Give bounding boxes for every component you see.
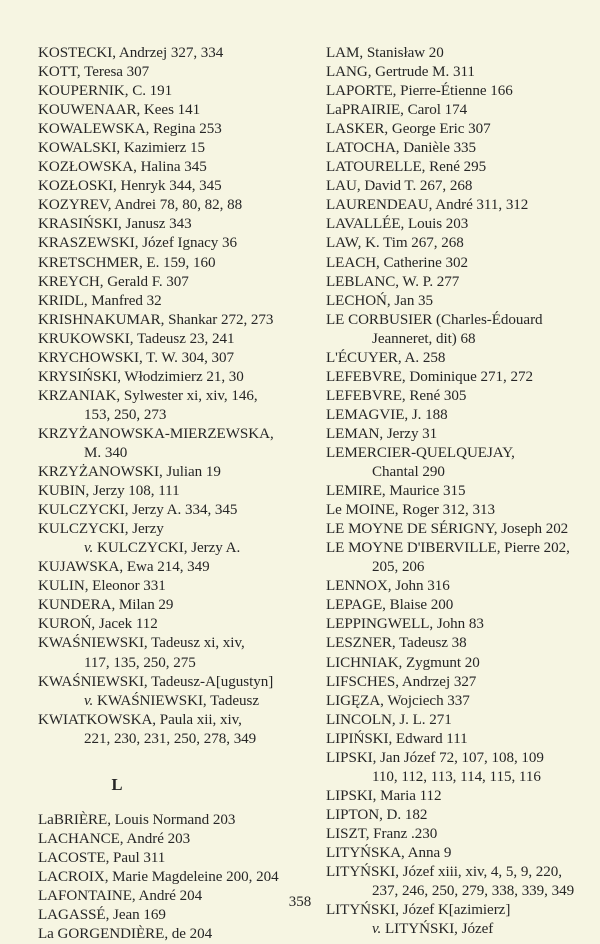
index-entry-heading: KRISHNAKUMAR, Shankar 272, 273 (38, 311, 274, 328)
index-entry (38, 120, 296, 139)
index-entry (326, 520, 586, 539)
index-entry (326, 539, 586, 577)
index-entry-heading: KRYSIŃSKI, Włodzimierz 21, 30 (38, 368, 244, 385)
index-entry-continuation: 237, 246, 250, 279, 338, 339, 349 (372, 883, 575, 900)
cross-reference-target: LITYŃSKI, Józef (381, 921, 494, 938)
index-entry-heading: LIPTON, D. 182 (326, 806, 428, 823)
index-entry-heading: LAPORTE, Pierre-Étienne 166 (326, 83, 513, 100)
index-entry (38, 463, 296, 482)
index-entry-heading: LISZT, Franz .230 (326, 825, 438, 842)
index-entry-heading: KUNDERA, Milan 29 (38, 597, 174, 614)
index-entry (326, 406, 586, 425)
index-entry (326, 368, 586, 387)
index-entry-heading: KRYCHOWSKI, T. W. 304, 307 (38, 349, 235, 366)
index-entry-heading: KOZYREV, Andrei 78, 80, 82, 88 (38, 197, 243, 214)
index-entry (38, 254, 296, 273)
index-entry-heading: LE MOYNE DE SÉRIGNY, Joseph 202 (326, 521, 569, 538)
index-entry (326, 349, 586, 368)
index-entry-heading: LEMERCIER-QUELQUEJAY, (326, 444, 515, 461)
index-entry (326, 482, 586, 501)
index-entry-heading: LENNOX, John 316 (326, 578, 450, 595)
index-entry-heading: LE CORBUSIER (Charles-Édouard (326, 311, 543, 328)
index-entry-heading: LACHANCE, André 203 (38, 830, 191, 847)
page-folio-number: 358 (288, 894, 312, 910)
index-entry-heading: LINCOLN, J. L. 271 (326, 711, 452, 728)
index-entry-heading: LaBRIÈRE, Louis Normand 203 (38, 811, 236, 828)
index-entry (38, 273, 296, 292)
index-entry (326, 196, 586, 215)
index-entry (38, 596, 296, 615)
index-entry (326, 292, 586, 311)
index-entry-heading: LAFONTAINE, André 204 (38, 887, 203, 904)
index-entry-heading: LICHNIAK, Zygmunt 20 (326, 654, 480, 671)
index-entry (38, 177, 296, 196)
index-entry (38, 577, 296, 596)
index-entry-heading: KWAŚNIEWSKI, Tadeusz xi, xiv, (38, 635, 245, 652)
index-entry-heading: KRASIŃSKI, Janusz 343 (38, 216, 192, 233)
index-entry-heading: LIPIŃSKI, Edward 111 (326, 730, 468, 747)
index-entry (38, 520, 296, 558)
index-entry (38, 925, 296, 944)
index-entry-heading: LECHOŃ, Jan 35 (326, 292, 434, 309)
index-entry (38, 425, 296, 463)
index-entry-heading: LEMAGVIE, J. 188 (326, 406, 448, 423)
index-entry (326, 673, 586, 692)
index-entry-heading: KUJAWSKA, Ewa 214, 349 (38, 559, 210, 576)
index-entry-heading: LEMAN, Jerzy 31 (326, 425, 438, 442)
right-column (300, 44, 588, 939)
index-entry-heading: LACOSTE, Paul 311 (38, 849, 166, 866)
index-cross-reference (38, 692, 296, 711)
index-entry-heading: LAM, Stanisław 20 (326, 45, 444, 61)
index-entry (38, 139, 296, 158)
index-entry-heading: KOWALEWSKA, Regina 253 (38, 121, 222, 138)
index-entry-heading: KRETSCHMER, E. 159, 160 (38, 254, 216, 271)
index-entry (326, 82, 586, 101)
index-columns (12, 44, 588, 944)
index-entry (326, 311, 586, 349)
index-entry (326, 501, 586, 520)
index-entry-heading: LITYŃSKI, Józef xiii, xiv, 4, 5, 9, 220, (326, 864, 562, 881)
index-entry (38, 63, 296, 82)
index-entry-heading: LITYŃSKA, Anna 9 (326, 844, 452, 861)
index-entry (326, 730, 586, 749)
index-entry-heading: Le MOINE, Roger 312, 313 (326, 502, 495, 519)
index-entry (326, 444, 586, 482)
index-entry (38, 558, 296, 577)
index-entry (326, 711, 586, 730)
index-entry-continuation: 153, 250, 273 (84, 406, 167, 423)
index-entry (38, 82, 296, 101)
index-entry-heading: LEPAGE, Blaise 200 (326, 597, 454, 614)
index-entry (326, 825, 586, 844)
index-entry-heading: LaPRAIRIE, Carol 174 (326, 102, 468, 119)
index-entry-heading: La GORGENDIÈRE, de 204 (38, 926, 213, 943)
index-entry-heading: KOZŁOWSKA, Halina 345 (38, 159, 207, 176)
index-entry-heading: LIGĘZA, Wojciech 337 (326, 692, 470, 709)
index-entry-heading: KULCZYCKI, Jerzy A. 334, 345 (38, 502, 238, 519)
index-entry-heading: KRZYŻANOWSKA-MIERZEWSKA, (38, 425, 274, 442)
index-entry-heading: KUBIN, Jerzy 108, 111 (38, 483, 180, 500)
index-entry (38, 292, 296, 311)
index-entry (326, 577, 586, 596)
index-entry-heading: LEBLANC, W. P. 277 (326, 273, 460, 290)
index-entry-heading: KULCZYCKI, Jerzy (38, 521, 164, 538)
index-entry-heading: KRZYŻANOWSKI, Julian 19 (38, 464, 221, 481)
index-entry (38, 615, 296, 634)
index-cross-reference (326, 920, 586, 939)
index-entry (38, 501, 296, 520)
index-entry-heading: LAU, David T. 267, 268 (326, 178, 473, 195)
index-entry (326, 654, 586, 673)
index-entry (326, 177, 586, 196)
index-entry-heading: LEFEBVRE, René 305 (326, 387, 467, 404)
index-entry-continuation: Jeanneret, dit) 68 (372, 330, 476, 347)
index-entry (38, 849, 296, 868)
index-entry (38, 158, 296, 177)
index-entry-heading: LATOURELLE, René 295 (326, 159, 487, 176)
index-entry (38, 101, 296, 120)
left-column (12, 44, 300, 944)
index-entry-heading: L'ÉCUYER, A. 258 (326, 349, 446, 366)
index-entry-heading: KWIATKOWSKA, Paula xii, xiv, (38, 711, 242, 728)
index-entry (38, 711, 296, 749)
index-entry-heading: KOUWENAAR, Kees 141 (38, 102, 201, 119)
index-entry-continuation: M. 340 (84, 444, 128, 461)
index-entry (326, 844, 586, 863)
index-entry (326, 692, 586, 711)
index-entry-heading: KUROŃ, Jacek 112 (38, 616, 158, 633)
index-entry (38, 830, 296, 849)
index-entry (326, 63, 586, 82)
index-entry-heading: KRZANIAK, Sylwester xi, xiv, 146, (38, 387, 258, 404)
index-entry (326, 596, 586, 615)
index-entry (326, 158, 586, 177)
index-entry (326, 634, 586, 653)
index-entry (38, 868, 296, 887)
index-entry (326, 101, 586, 120)
index-entry (38, 349, 296, 368)
index-entry (326, 139, 586, 158)
index-entry (38, 482, 296, 501)
index-entry-heading: KULIN, Eleonor 331 (38, 578, 166, 595)
index-entry (326, 234, 586, 253)
index-entry (326, 425, 586, 444)
index-entry-heading: LAW, K. Tim 267, 268 (326, 235, 464, 252)
index-entry (326, 615, 586, 634)
index-entry-heading: LE MOYNE D'IBERVILLE, Pierre 202, (326, 540, 570, 557)
index-entry-heading: LITYŃSKI, Józef K[azimierz] (326, 902, 511, 919)
index-entry-heading: KOUPERNIK, C. 191 (38, 83, 173, 100)
index-entry-heading: KREYCH, Gerald F. 307 (38, 273, 189, 290)
index-entry (38, 387, 296, 425)
index-entry-heading: LAURENDEAU, André 311, 312 (326, 197, 529, 214)
cross-reference-marker: v. (372, 921, 382, 938)
index-entry (326, 787, 586, 806)
index-entry (326, 806, 586, 825)
index-entry-heading: LEACH, Catherine 302 (326, 254, 468, 271)
cross-reference-marker: v. (84, 540, 94, 557)
index-entry-heading: KWAŚNIEWSKI, Tadeusz-A[ugustyn] (38, 673, 274, 690)
index-entry-heading: KOWALSKI, Kazimierz 15 (38, 140, 205, 157)
index-entry (38, 44, 296, 63)
section-letter-heading: L (111, 774, 123, 794)
index-entry (326, 120, 586, 139)
cross-reference-marker: v. (84, 692, 94, 709)
index-entry-heading: LATOCHA, Danièle 335 (326, 140, 477, 157)
index-entry (326, 749, 586, 787)
index-entry (326, 44, 586, 63)
index-entry-heading: LEFEBVRE, Dominique 271, 272 (326, 368, 533, 385)
index-entry-heading: KRUKOWSKI, Tadeusz 23, 241 (38, 330, 235, 347)
index-entry-continuation: 221, 230, 231, 250, 278, 349 (84, 730, 257, 747)
index-entry (38, 215, 296, 234)
index-entry (326, 387, 586, 406)
index-entry (326, 273, 586, 292)
index-entry-heading: LAVALLÉE, Louis 203 (326, 216, 469, 233)
index-entry-heading: LIPSKI, Jan Józef 72, 107, 108, 109 (326, 749, 544, 766)
index-entry-heading: KOSTECKI, Andrzej 327, 334 (38, 45, 224, 61)
cross-reference-target: KULCZYCKI, Jerzy A. (93, 540, 241, 557)
index-entry (38, 330, 296, 349)
index-entry-continuation: 117, 135, 250, 275 (84, 654, 196, 671)
index-entry-heading: LASKER, George Eric 307 (326, 121, 491, 138)
index-cross-reference (38, 539, 296, 558)
index-entry-heading: KRIDL, Manfred 32 (38, 292, 162, 309)
index-entry-heading: LAGASSÉ, Jean 169 (38, 906, 166, 923)
index-entry-heading: KRASZEWSKI, Józef Ignacy 36 (38, 235, 238, 252)
index-entry-heading: LIPSKI, Maria 112 (326, 787, 442, 804)
index-entry (38, 368, 296, 387)
index-entry (38, 811, 296, 830)
index-entry (38, 673, 296, 711)
index-entry-continuation: Chantal 290 (372, 464, 445, 481)
index-entry-heading: LANG, Gertrude M. 311 (326, 64, 475, 81)
index-entry-heading: KOZŁOSKI, Henryk 344, 345 (38, 178, 222, 195)
index-entry-heading: LACROIX, Marie Magdeleine 200, 204 (38, 868, 279, 885)
index-entry (326, 215, 586, 234)
index-entry-heading: LEMIRE, Maurice 315 (326, 483, 466, 500)
index-entry-continuation: 110, 112, 113, 114, 115, 116 (372, 768, 541, 785)
index-entry-heading: LESZNER, Tadeusz 38 (326, 635, 467, 652)
index-entry (38, 634, 296, 672)
index-entry-heading: LEPPINGWELL, John 83 (326, 616, 484, 633)
index-entry (38, 234, 296, 253)
index-entry-heading: KOTT, Teresa 307 (38, 64, 150, 81)
index-entry-continuation: 205, 206 (372, 559, 425, 576)
index-entry-heading: LIFSCHES, Andrzej 327 (326, 673, 477, 690)
index-entry (38, 311, 296, 330)
cross-reference-target: KWAŚNIEWSKI, Tadeusz (93, 692, 259, 709)
index-entry (38, 196, 296, 215)
index-entry (326, 254, 586, 273)
